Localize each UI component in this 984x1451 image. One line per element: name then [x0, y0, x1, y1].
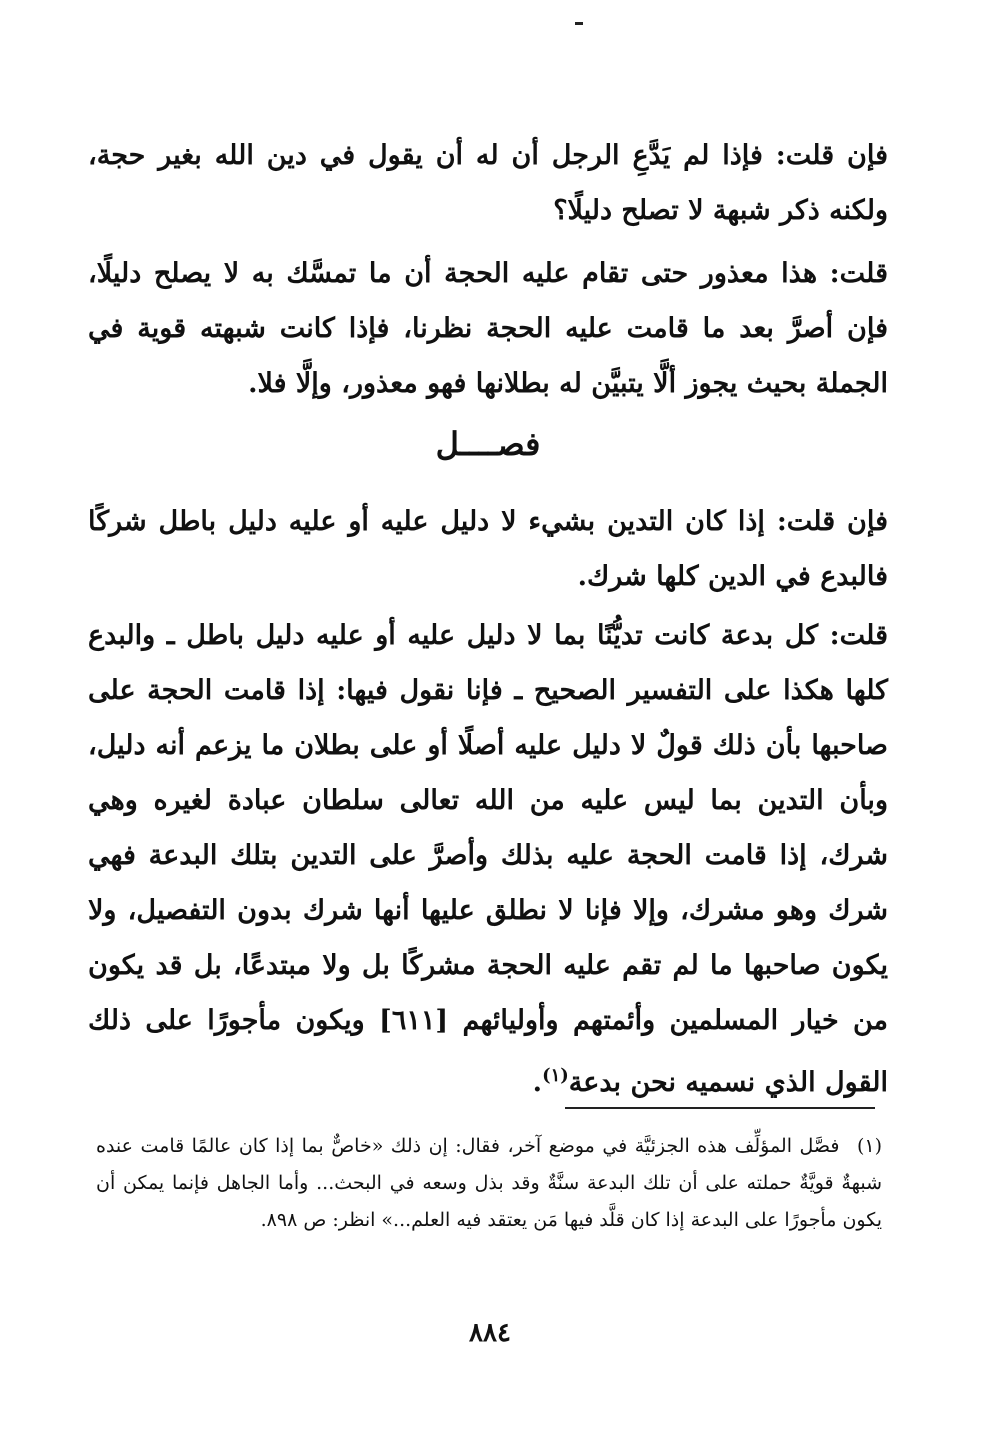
paragraph-answer-1: قلت: هذا معذور حتى تقام عليه الحجة أن ما تمسَّك به لا يصلح دليلًا، فإن أصرَّ بعد ما قامت عليه الحجة نظرنا، فإذا كانت شبهته قوية في الجملة بحيث يجوز ألَّا يتبيَّن له بطلانها فهو معذور، وإلَّا فلا.: [88, 258, 888, 399]
paragraph-answer-2-text: قلت: كل بدعة كانت تديُّنًا بما لا دليل عليه أو عليه دليل باطل ـ والبدع كلها هكذا على التفسير الصحيح ـ فإنا نقول فيها: إذا قامت الحجة على صاحبها بأن ذلك قولٌ لا دليل عليه أصلًا أو على بطلان ما يزعم أنه دليل، وبأن التدين بما ليس عليه من الله تعالى سلطان عبادة لغيره وهي شرك، إذا قامت الحجة عليه بذلك وأصرَّ على التدين بتلك البدعة فهي شرك وهو مشرك، وإلا فإنا لا نطلق عليها أنها شرك بدون التفصيل، ولا يكون صاحبها ما لم تقم عليه الحجة مشركًا بل ولا مبتدعًا، بل قد يكون من خيار المسلمين وأئمتهم وأوليائهم [٦١١] ويكون مأجورًا على ذلك القول الذي نسميه نحن بدعة: [88, 620, 888, 1098]
footnote-reference[interactable]: (١): [542, 1065, 569, 1086]
footnote-text: فصَّل المؤلِّف هذه الجزئيَّة في موضع آخر، فقال: إن ذلك «خاصٌّ بما إذا كان عالمًا قامت عنده شبهةٌ قويَّةٌ حملته على أن تلك البدعة سنَّةٌ وقد بذل وسعه في البحث... وأما الجاهل فإنما يمكن أن يكون مأجورًا على البدعة إذا كان قلَّد فيها مَن يعتقد فيه العلم...» انظر: ص ٨٩٨.: [96, 1135, 882, 1231]
header-mark: [575, 22, 583, 25]
section-heading: فصــــل: [435, 425, 541, 463]
paragraph-question-1: فإن قلت: فإذا لم يَدَّعِ الرجل أن له أن يقول في دين الله بغير حجة، ولكنه ذكر شبهة لا تصلح دليلًا؟: [88, 140, 888, 226]
paragraph-question-2: فإن قلت: إذا كان التدين بشيء لا دليل عليه أو عليه دليل باطل شركًا فالبدع في الدين كلها شرك.: [88, 506, 888, 592]
footnote: [96, 1128, 882, 1239]
page-number: ٨٨٤: [469, 1318, 511, 1348]
footnote-number: (١): [856, 1135, 883, 1157]
paragraph-answer-2: قلت: كل بدعة كانت تديُّنًا بما لا دليل عليه أو عليه دليل باطل ـ والبدع كلها هكذا على التفسير الصحيح ـ فإنا نقول فيها: إذا قامت الحجة على صاحبها بأن ذلك قولٌ لا دليل عليه أصلًا أو على بطلان ما يزعم أنه دليل، وبأن التدين بما ليس عليه من الله تعالى سلطان عبادة لغيره وهي شرك، إذا قامت الحجة عليه بذلك وأصرَّ على التدين بتلك البدعة فهي شرك وهو مشرك، وإلا فإنا لا نطلق عليها أنها شرك بدون التفصيل، ولا يكون صاحبها ما لم تقم عليه الحجة مشركًا بل ولا مبتدعًا، بل قد يكون من خيار المسلمين وأئمتهم وأوليائهم [٦١١] ويكون مأجورًا على ذلك القول الذي نسميه نحن بدعة$^{(١)}$.: [88, 620, 888, 1098]
footnote-divider: [565, 1107, 875, 1109]
